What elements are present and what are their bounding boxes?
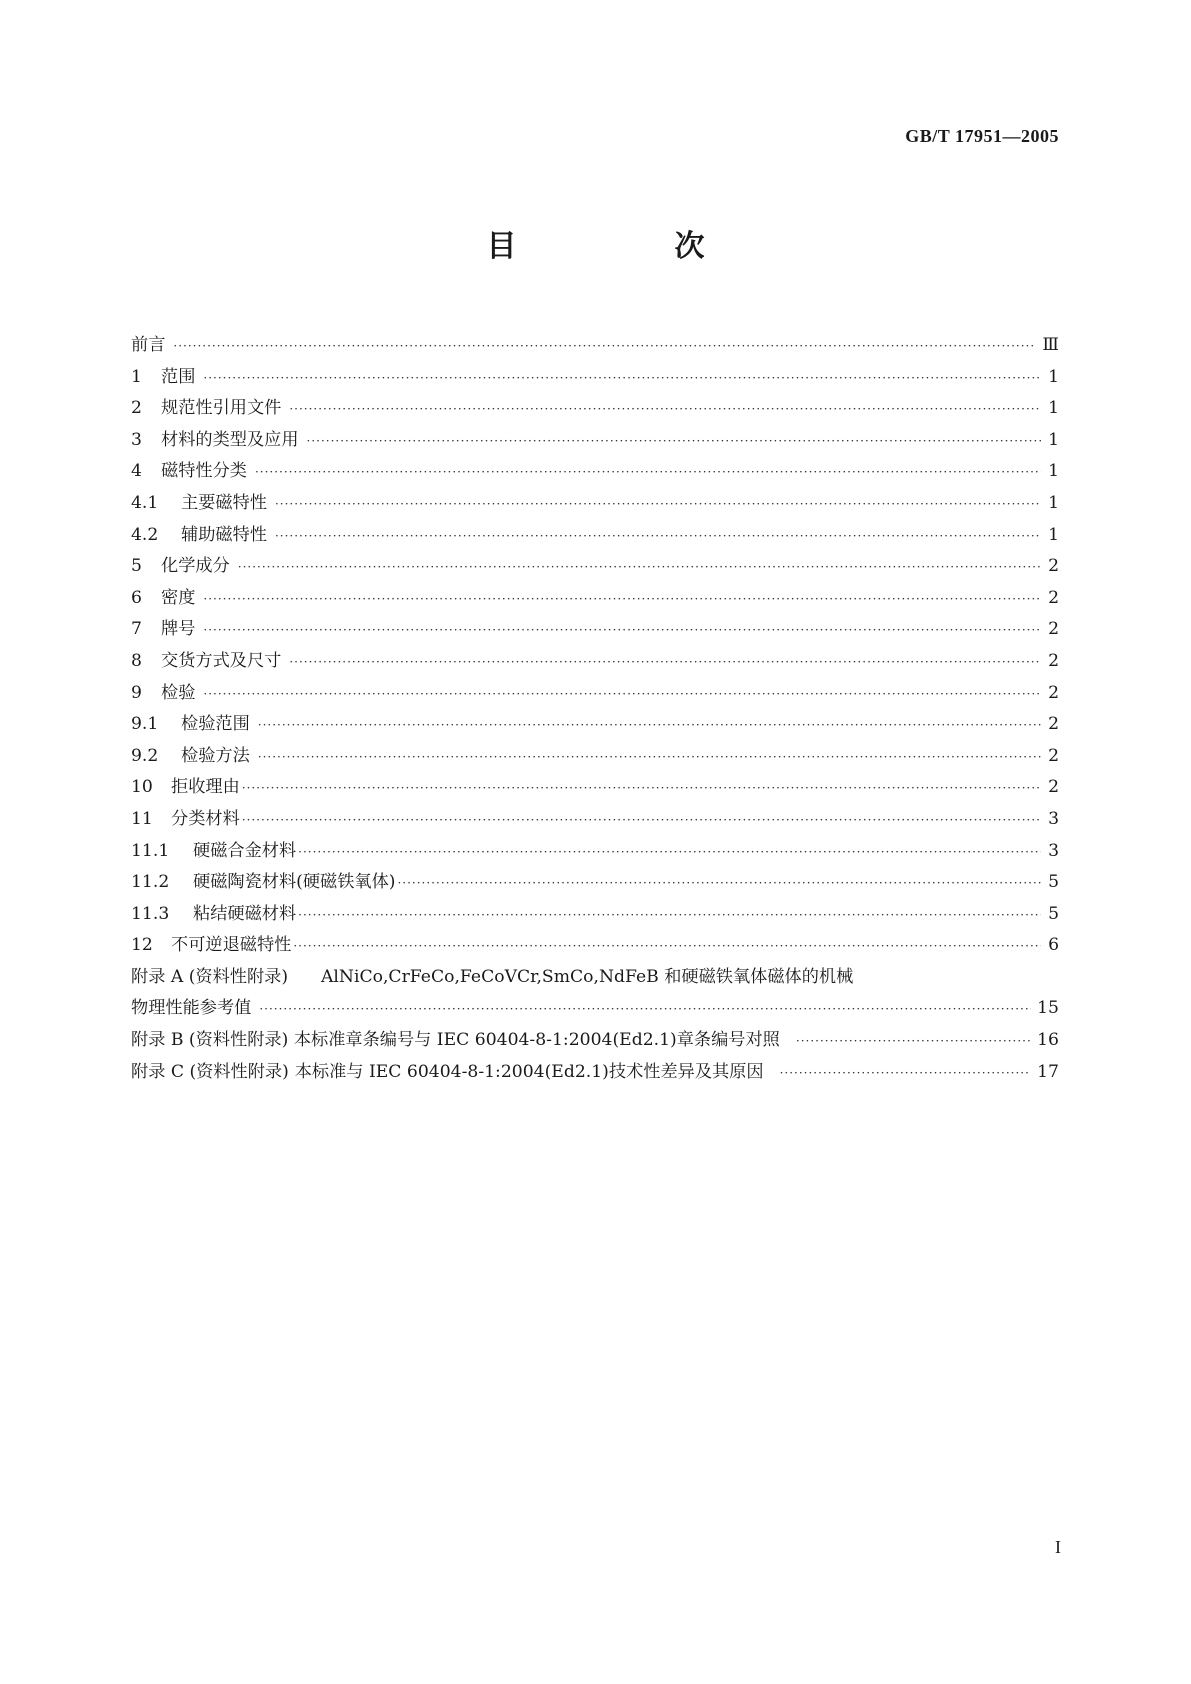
toc-entry-label: 化学成分 [161,556,230,577]
toc-entry[interactable] [131,709,1059,741]
toc-entry-label: 交货方式及尺寸 [161,650,282,671]
toc-entry-number: 8 [131,650,142,671]
dot-leader [203,679,1041,711]
dot-leader [173,331,1036,363]
toc-entry-number: 12 [131,935,153,956]
toc-entry-number: 9.1 [131,714,159,735]
toc-entry-number: 9 [131,682,142,703]
toc-entry[interactable] [131,583,1059,615]
dot-leader [258,742,1041,774]
toc-entry-number: 9.2 [131,745,159,766]
toc-entry-number: 3 [131,429,142,450]
appendix-prefix: 附录 C (资料性附录) [131,1061,289,1082]
dot-leader [796,1026,1031,1058]
appendix-title: AlNiCo,CrFeCo,FeCoVCr,SmCo,NdFeB 和硬磁铁氧体磁体的机械 [321,966,854,987]
toc-entry-label: 范围 [161,366,196,387]
page-title: 目 次 [486,229,769,264]
toc-entry-page: 2 [1048,619,1059,640]
toc-entry-label: 前言 [131,335,166,355]
toc-entry-page: Ⅲ [1042,335,1059,355]
toc-entry[interactable] [131,899,1059,931]
toc-entry-number: 10 [131,777,153,798]
dot-leader [289,647,1041,679]
toc-entry-label: 牌号 [161,619,196,640]
dot-leader [275,489,1041,521]
toc-entry-page: 2 [1048,682,1059,703]
toc-entry[interactable] [131,772,1059,804]
dot-leader [258,710,1041,742]
dot-leader [242,805,1041,837]
toc-entry[interactable] [131,520,1059,552]
toc-entry-page: 2 [1048,650,1059,671]
toc-entry-page: 5 [1048,872,1059,893]
toc-entry[interactable] [131,362,1059,394]
toc-entry-label: 粘结硬磁材料 [193,903,297,924]
toc-entry-label: 材料的类型及应用 [161,429,299,450]
toc-entry-label: 密度 [161,587,196,608]
page-number: I [1055,1537,1061,1557]
toc-entry-number: 2 [131,398,142,419]
toc-entry-number: 11.3 [131,903,170,924]
toc-entry-page: 17 [1037,1061,1059,1082]
toc-appendix-b[interactable] [131,1025,1059,1057]
appendix-prefix: 附录 A (资料性附录) [131,966,289,987]
toc-entry-label: 检验方法 [181,745,250,766]
dot-leader [259,994,1031,1026]
toc-entry-page: 15 [1037,998,1059,1019]
standard-code: GB/T 17951—2005 [905,126,1059,146]
dot-leader [242,773,1041,805]
toc-appendix-a-line1[interactable] [131,962,1059,994]
appendix-title: 本标准与 IEC 60404-8-1:2004(Ed2.1)技术性差异及其原因 [294,1061,764,1082]
toc-entry[interactable] [131,930,1059,962]
toc-entry-page: 1 [1048,398,1059,419]
toc-entry-page: 2 [1048,745,1059,766]
toc-entry[interactable] [131,646,1059,678]
toc-entry[interactable] [131,836,1059,868]
toc-entry[interactable] [131,867,1059,899]
toc-entry-page: 2 [1048,714,1059,735]
toc-entry-number: 7 [131,619,142,640]
toc-entry[interactable] [131,393,1059,425]
toc-entry-label: 规范性引用文件 [161,398,282,419]
dot-leader [298,900,1041,932]
toc-appendix-a-line2[interactable] [131,993,1059,1025]
toc-entry[interactable] [131,741,1059,773]
toc-entry[interactable] [131,551,1059,583]
toc-entry-page: 3 [1048,840,1059,861]
toc-entry-number: 4.1 [131,492,159,513]
toc-entry[interactable] [131,614,1059,646]
toc-entry[interactable] [131,804,1059,836]
dot-leader [203,615,1041,647]
dot-leader [780,1058,1032,1090]
toc-entry-label: 分类材料 [171,808,240,829]
toc-entry-number: 4 [131,461,142,482]
toc-entry-page: 3 [1048,808,1059,829]
toc-entry[interactable] [131,425,1059,457]
appendix-prefix: 附录 B (资料性附录) [131,1030,289,1051]
toc-entry-page: 1 [1048,429,1059,450]
toc-entry-label: 不可逆退磁特性 [171,935,292,956]
toc-entry-page: 1 [1048,492,1059,513]
dot-leader [289,394,1041,426]
toc-entry-label: 主要磁特性 [181,492,267,513]
toc-entry-number: 5 [131,556,142,577]
appendix-title: 本标准章条编号与 IEC 60404-8-1:2004(Ed2.1)章条编号对照 [293,1030,780,1051]
toc-entry-page: 5 [1048,903,1059,924]
toc-appendix-c[interactable] [131,1057,1059,1089]
dot-leader [307,426,1041,458]
toc-entry-label: 拒收理由 [171,777,240,798]
dot-leader [275,521,1041,553]
dot-leader [298,837,1041,869]
toc-entry-number: 11 [131,808,153,829]
toc-entry[interactable] [131,456,1059,488]
toc-entry-label: 检验 [161,682,196,703]
toc-entry-label: 磁特性分类 [161,461,247,482]
toc-entry-number: 6 [131,587,142,608]
toc-entry-number: 11.2 [131,872,170,893]
toc-entry-page: 1 [1048,524,1059,545]
dot-leader [203,363,1041,395]
toc-entry-foreword[interactable] [131,330,1059,362]
toc-entry[interactable] [131,678,1059,710]
dot-leader [238,552,1041,584]
toc-entry-page: 1 [1048,366,1059,387]
toc-entry-page: 2 [1048,777,1059,798]
toc-entry-label: 硬磁合金材料 [193,840,297,861]
toc-entry-number: 1 [131,366,142,387]
toc-entry-page: 2 [1048,556,1059,577]
toc-entry-page: 6 [1048,935,1059,956]
toc-entry-page: 2 [1048,587,1059,608]
appendix-title-continued: 物理性能参考值 [131,998,252,1019]
dot-leader [255,457,1041,489]
table-of-contents [131,330,1059,1088]
toc-entry-number: 4.2 [131,524,159,545]
toc-entry[interactable] [131,488,1059,520]
dot-leader [397,868,1041,900]
toc-entry-page: 16 [1037,1030,1059,1051]
dot-leader [293,931,1041,963]
toc-entry-page: 1 [1048,461,1059,482]
dot-leader [203,584,1041,616]
toc-entry-label: 检验范围 [181,714,250,735]
toc-entry-label: 辅助磁特性 [181,524,267,545]
toc-entry-number: 11.1 [131,840,170,861]
toc-entry-label: 硬磁陶瓷材料(硬磁铁氧体) [193,872,396,893]
